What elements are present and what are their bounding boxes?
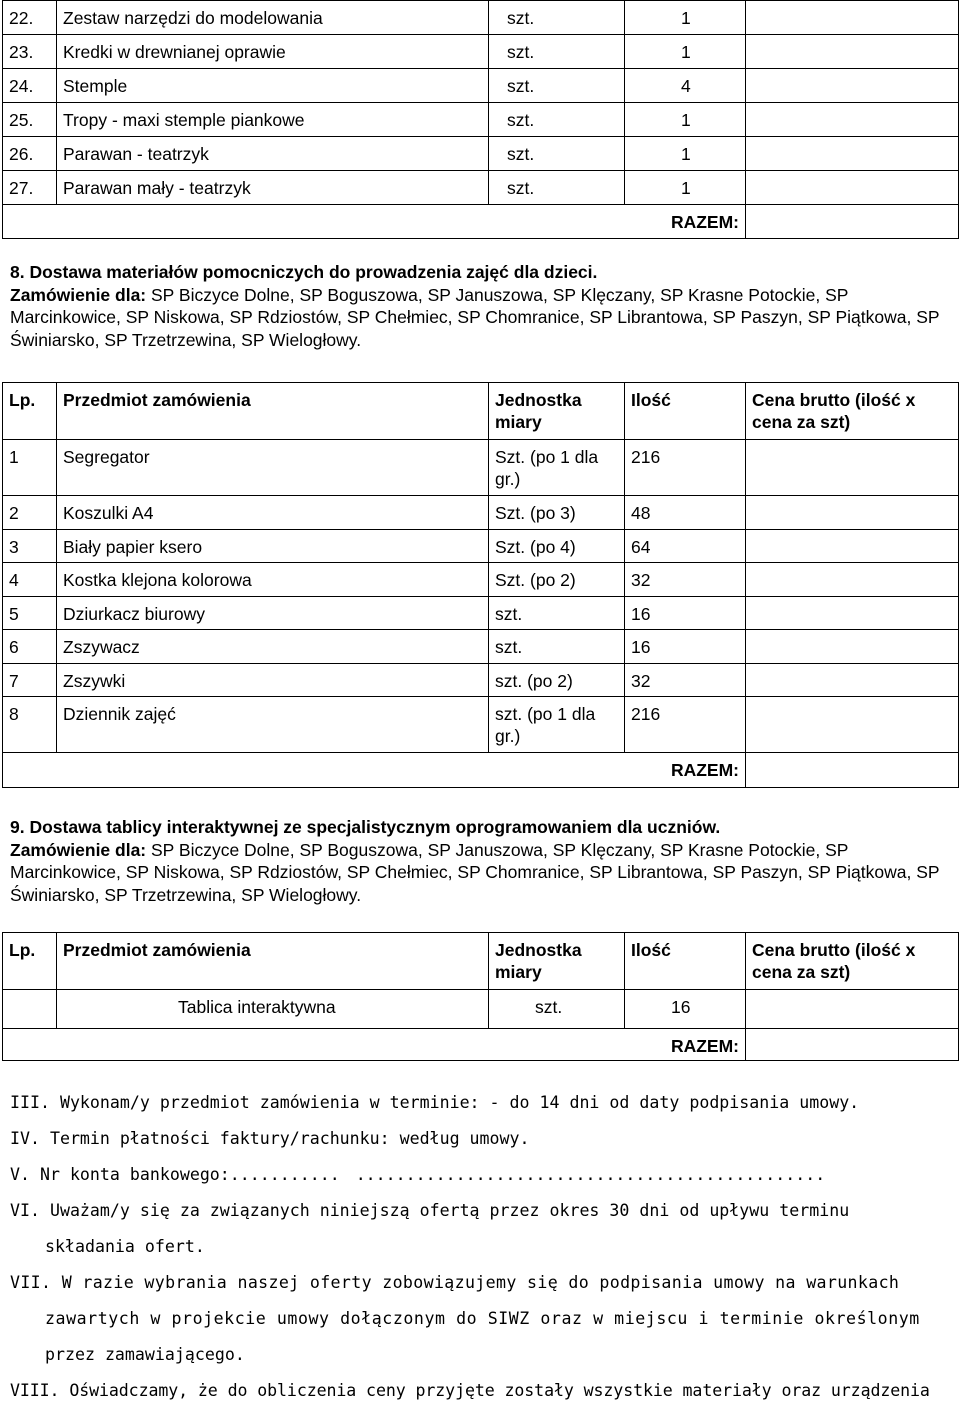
row-lp: 27. (3, 171, 57, 205)
row-item: Parawan - teatrzyk (57, 137, 489, 171)
row-unit: szt. (po 2) (489, 663, 625, 697)
row-price (746, 171, 959, 205)
total-label: RAZEM: (3, 205, 746, 239)
total-value (746, 205, 959, 239)
clause-vi-line2: składania ofert. (45, 1237, 205, 1256)
row-price (746, 137, 959, 171)
board-table (2, 932, 959, 1061)
row-lp: 7 (3, 663, 57, 697)
row-qty: 16 (625, 990, 746, 1029)
table-row (3, 563, 959, 597)
row-unit: Szt. (po 1 dla gr.) (489, 440, 625, 496)
total-row (3, 753, 959, 788)
row-price (746, 663, 959, 697)
row-item: Dziurkacz biurowy (57, 596, 489, 630)
row-qty: 1 (625, 1, 746, 35)
header-unit: Jednostka miary (489, 383, 625, 440)
table-row (3, 529, 959, 563)
row-lp: 8 (3, 697, 57, 753)
row-price (746, 1, 959, 35)
row-unit: szt. (489, 103, 625, 137)
table-row (3, 171, 959, 205)
row-price (746, 563, 959, 597)
row-price (746, 103, 959, 137)
clause-iii: III. Wykonam/y przedmiot zamówienia w terminie: - do 14 dni od daty podpisania umowy. (10, 1093, 860, 1112)
row-qty: 1 (625, 171, 746, 205)
header-lp: Lp. (3, 933, 57, 990)
row-lp: 4 (3, 563, 57, 597)
row-item: Segregator (57, 440, 489, 496)
row-price (746, 630, 959, 664)
row-price (746, 596, 959, 630)
row-price (746, 697, 959, 753)
clauses (10, 1085, 955, 1409)
row-item: Stemple (57, 69, 489, 103)
row-price (746, 69, 959, 103)
row-item: Tablica interaktywna (57, 990, 489, 1029)
header-qty: Ilość (625, 933, 746, 990)
total-label: RAZEM: (3, 1029, 746, 1061)
row-qty: 216 (625, 440, 746, 496)
total-value (746, 1029, 959, 1061)
row-item: Koszulki A4 (57, 496, 489, 530)
row-unit: Szt. (po 2) (489, 563, 625, 597)
row-qty: 16 (625, 630, 746, 664)
row-item: Zszywki (57, 663, 489, 697)
row-price (746, 35, 959, 69)
header-price: Cena brutto (ilość x cena za szt) (746, 933, 959, 990)
header-unit: Jednostka miary (489, 933, 625, 990)
row-qty: 4 (625, 69, 746, 103)
section-9-order-text: SP Biczyce Dolne, SP Boguszowa, SP Januszowa, SP Klęczany, SP Krasne Potockie, SP Marcinkowice, SP Niskowa, SP Rdziostów, SP Chełmiec, SP Chomranice, SP Librantowa, SP Paszyn, SP Piątkowa, SP Świniarsko, SP Trzetrzewina, SP Wielogłowy. (10, 839, 940, 905)
row-lp: 23. (3, 35, 57, 69)
row-unit: Szt. (po 3) (489, 496, 625, 530)
table-row (3, 697, 959, 753)
row-item: Kostka klejona kolorowa (57, 563, 489, 597)
row-item: Kredki w drewnianej oprawie (57, 35, 489, 69)
header-price: Cena brutto (ilość x cena za szt) (746, 383, 959, 440)
clause-iv: IV. Termin płatności faktury/rachunku: według umowy. (10, 1129, 530, 1148)
row-lp: 2 (3, 496, 57, 530)
row-qty: 216 (625, 697, 746, 753)
table-row (3, 440, 959, 496)
row-unit: szt. (489, 69, 625, 103)
header-qty: Ilość (625, 383, 746, 440)
row-qty: 32 (625, 563, 746, 597)
section-8 (10, 261, 955, 351)
header-item: Przedmiot zamówienia (57, 383, 489, 440)
row-lp (3, 990, 57, 1029)
clause-v-label: V. Nr konta bankowego:........... (10, 1165, 340, 1184)
header-item: Przedmiot zamówienia (57, 933, 489, 990)
row-unit: szt. (489, 171, 625, 205)
row-price (746, 990, 959, 1029)
row-qty: 32 (625, 663, 746, 697)
row-lp: 3 (3, 529, 57, 563)
row-lp: 26. (3, 137, 57, 171)
section-9 (10, 816, 955, 906)
row-unit: szt. (489, 990, 625, 1029)
table-row (3, 35, 959, 69)
table-row (3, 496, 959, 530)
clause-v (10, 1157, 955, 1193)
section-9-heading: 9. Dostawa tablicy interaktywnej ze specjalistycznym oprogramowaniem dla uczniów. (10, 817, 721, 837)
total-value (746, 753, 959, 788)
total-label: RAZEM: (3, 753, 746, 788)
section-9-order-label: Zamówienie dla: (10, 839, 147, 860)
row-qty: 16 (625, 596, 746, 630)
row-price (746, 529, 959, 563)
row-lp: 6 (3, 630, 57, 664)
row-unit: szt. (489, 1, 625, 35)
row-lp: 5 (3, 596, 57, 630)
clause-vii-line2: zawartych w projekcie umowy dołączonym do SIWZ oraz w miejscu i terminie określonym (45, 1309, 920, 1328)
row-lp: 24. (3, 69, 57, 103)
table-row (3, 69, 959, 103)
table-row (3, 1, 959, 35)
section-8-heading: 8. Dostawa materiałów pomocniczych do prowadzenia zajęć dla dzieci. (10, 262, 598, 282)
row-item: Zestaw narzędzi do modelowania (57, 1, 489, 35)
row-price (746, 496, 959, 530)
clause-vi-line1: VI. Uważam/y się za związanych niniejszą ofertą przez okres 30 dni od upływu terminu (10, 1201, 850, 1220)
header-lp: Lp. (3, 383, 57, 440)
row-lp: 1 (3, 440, 57, 496)
row-unit: Szt. (po 4) (489, 529, 625, 563)
row-qty: 1 (625, 35, 746, 69)
row-qty: 48 (625, 496, 746, 530)
clause-vii-line3: przez zamawiającego. (45, 1345, 245, 1364)
row-item: Biały papier ksero (57, 529, 489, 563)
row-item: Parawan mały - teatrzyk (57, 171, 489, 205)
row-price (746, 440, 959, 496)
row-lp: 22. (3, 1, 57, 35)
row-item: Dziennik zajęć (57, 697, 489, 753)
row-qty: 1 (625, 103, 746, 137)
row-lp: 25. (3, 103, 57, 137)
row-item: Zszywacz (57, 630, 489, 664)
row-qty: 1 (625, 137, 746, 171)
row-unit: szt. (489, 137, 625, 171)
table-row (3, 596, 959, 630)
table-row (3, 630, 959, 664)
table-row (3, 137, 959, 171)
row-item: Tropy - maxi stemple piankowe (57, 103, 489, 137)
table-row (3, 103, 959, 137)
row-unit: szt. (po 1 dla gr.) (489, 697, 625, 753)
materials-table (2, 382, 959, 788)
clause-viii-line1: VIII. Oświadczamy, że do obliczenia ceny przyjęte zostały wszystkie materiały oraz urządzenia (10, 1381, 930, 1400)
section-8-order-label: Zamówienie dla: (10, 284, 147, 305)
clause-v-dots: ............................................... (355, 1165, 826, 1184)
table-row (3, 663, 959, 697)
total-row (3, 205, 959, 239)
row-unit: szt. (489, 35, 625, 69)
row-qty: 64 (625, 529, 746, 563)
items-table-continued (2, 0, 959, 239)
section-8-order-text: SP Biczyce Dolne, SP Boguszowa, SP Januszowa, SP Klęczany, SP Krasne Potockie, SP Marcinkowice, SP Niskowa, SP Rdziostów, SP Chełmiec, SP Chomranice, SP Librantowa, SP Paszyn, SP Piątkowa, SP Świniarsko, SP Trzetrzewina, SP Wielogłowy. (10, 284, 940, 350)
clause-vii-line1: VII. W razie wybrania naszej oferty zobowiązujemy się do podpisania umowy na warunkach (10, 1273, 900, 1292)
row-unit: szt. (489, 630, 625, 664)
row-unit: szt. (489, 596, 625, 630)
